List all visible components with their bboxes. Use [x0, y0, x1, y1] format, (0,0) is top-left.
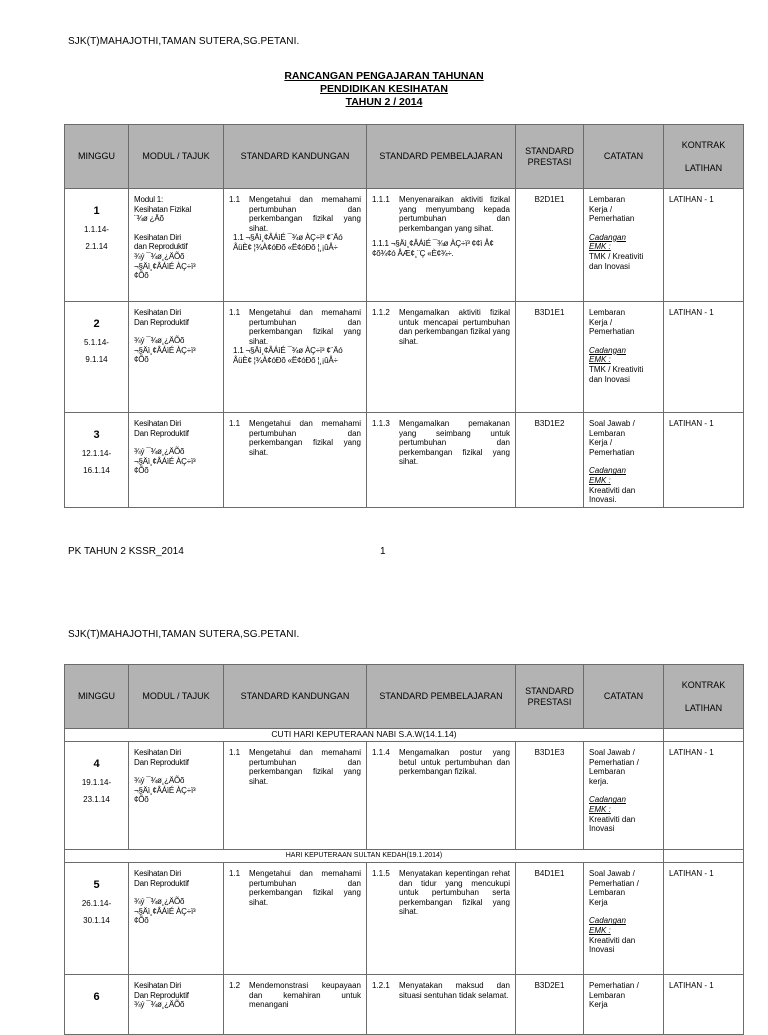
emk-value: TMK / Kreativiti: [589, 364, 644, 374]
emk-value: Kreativiti dan: [589, 814, 636, 824]
modul-line: [134, 327, 218, 336]
modul-block: [129, 742, 223, 807]
modul-line: Modul 1:: [134, 195, 164, 204]
cadangan-label: Cadangan: [589, 916, 626, 926]
catatan-gap: [589, 457, 658, 466]
pembelajaran-text: Mengamalkan aktiviti fizikal untuk mencapai pertumbuhan dan perkembangan fizikal yang sihat.: [399, 308, 510, 346]
kontrak-value: LATIHAN - 1: [669, 308, 714, 317]
catatan-cell: [584, 975, 664, 1035]
kandungan-item: [229, 869, 361, 907]
week-start-date: 26.1.14-: [81, 898, 112, 908]
kandungan-block: [224, 302, 366, 368]
catatan-line: Kerja /: [589, 204, 613, 214]
table-row: [65, 413, 744, 508]
pembelajaran-text: Menyatakan maksud dan situasi sentuhan tidak selamat.: [399, 981, 510, 1000]
holiday-band-2: [65, 850, 744, 863]
page-number: 1: [380, 546, 386, 557]
pembelajaran-cell: [367, 302, 516, 413]
week-number: 6: [93, 991, 100, 1003]
catatan-line: Lembaran: [589, 767, 626, 777]
modul-line: Dan Reproduktif: [134, 317, 189, 327]
pembelajaran-item: [372, 869, 510, 917]
prestasi-code: B3D1E2: [534, 419, 565, 428]
kontrak-value: LATIHAN - 1: [669, 869, 714, 878]
modul-cell: [129, 742, 224, 850]
week-start-date: 19.1.14-: [81, 777, 112, 787]
holiday-band-1-blank: [664, 729, 744, 742]
page-footer: PK TAHUN 2 KSSR_2014: [68, 546, 184, 557]
pembelajaran-cell: [367, 189, 516, 302]
catatan-line: Pemerhatian: [589, 214, 635, 224]
modul-line: ¾ý ¯¾ø¸¿ÄÕõ: [134, 336, 185, 346]
cadangan-label: Cadangan: [589, 466, 626, 476]
table-row: [65, 302, 744, 413]
title-line-3: TAHUN 2 / 2014: [345, 96, 423, 108]
kandungan-item: [229, 419, 361, 457]
modul-block: [129, 413, 223, 478]
week-block: [65, 189, 128, 254]
modul-line: [134, 224, 218, 233]
pembelajaran-item: [372, 308, 510, 346]
pembelajaran-code: 1.1.5: [372, 869, 390, 878]
kandungan-block: [224, 742, 366, 788]
pembelajaran-block: [367, 302, 515, 348]
pembelajaran-item: [372, 748, 510, 777]
prestasi-cell: [516, 302, 584, 413]
kontrak-value: LATIHAN - 1: [669, 195, 714, 204]
plan-table-page-1: [64, 124, 744, 508]
kandungan-cell: [224, 975, 367, 1035]
modul-line: ¢Õõ: [134, 271, 149, 281]
modul-line: [134, 888, 218, 897]
kontrak-value: LATIHAN - 1: [669, 419, 714, 428]
table-row: [65, 742, 744, 850]
modul-line: ¾ý ¯¾ø¸¿ÄÕõ: [134, 776, 185, 786]
catatan-cell: [584, 302, 664, 413]
kandungan-text: Mengetahui dan memahami pertumbuhan dan perkembangan fizikal yang sihat.: [249, 195, 361, 233]
kandungan-item: [229, 981, 361, 1010]
kandungan-cell: [224, 189, 367, 302]
pembelajaran-text: Mengamalkan pemakanan yang seimbang untuk pertumbuhan dan perkembangan fizikal yang sihat.: [399, 419, 510, 467]
kandungan-block: [224, 413, 366, 459]
pembelajaran-code: 1.1.2: [372, 308, 390, 317]
modul-line: ¬§Äì¸¢ÂÁìÉ ÀÇ÷ï³: [134, 456, 196, 466]
header-modul: MODUL / TAJUK: [129, 125, 224, 189]
modul-block: [129, 302, 223, 367]
catatan-line: Lembaran: [589, 195, 626, 204]
catatan-cell: [584, 413, 664, 508]
week-number: 3: [93, 429, 100, 441]
pembelajaran-block: [367, 189, 515, 261]
prestasi-cell: [516, 189, 584, 302]
header-prestasi: STANDARD PRESTASI: [516, 125, 584, 189]
week-cell: [65, 863, 129, 975]
pembelajaran-block: [367, 975, 515, 1002]
week-end-date: 30.1.14: [83, 916, 110, 926]
pembelajaran-text: Menyenaraikan aktiviti fizikal yang menyumbang kepada pertumbuhan dan perkembangan yang sihat.: [399, 195, 510, 233]
week-number: 2: [93, 318, 100, 330]
emk-value: dan Inovasi: [589, 374, 630, 384]
catatan-line: Pemerhatian: [589, 447, 635, 457]
catatan-block: [584, 413, 663, 507]
pembelajaran-cell: [367, 742, 516, 850]
kandungan-block: [224, 189, 366, 255]
kandungan-code: 1.1: [229, 748, 241, 757]
modul-line: ¬§Äì¸¢ÂÁìÉ ÀÇ÷ï³: [134, 261, 196, 271]
pembelajaran-item: [372, 981, 510, 1000]
modul-line: Kesihatan Diri: [134, 308, 182, 317]
catatan-line: Pemerhatian /: [589, 878, 639, 888]
cadangan-label: Cadangan: [589, 232, 626, 242]
emk-value: Kreativiti dan: [589, 935, 636, 945]
catatan-line: Kerja /: [589, 317, 613, 327]
kandungan-text: Mengetahui dan memahami pertumbuhan dan perkembangan fizikal yang sihat.: [249, 308, 361, 346]
kandungan-code: 1.2: [229, 981, 241, 990]
table-row: [65, 975, 744, 1035]
kandungan-text: Mendemonstrasi keupayaan dan kemahiran untuk menangani: [249, 981, 361, 1010]
kandungan-extra: 1.1 ¬§Äì¸¢ÂÁìÉ ¯¾ø ÀÇ÷ï³ ¢¨Äó ÅüÈ¢ ¦¾À¢óÐõ «Ë¢óÐõ ¦¸¡ûÅ÷: [233, 346, 343, 365]
modul-line: Dan Reproduktif: [134, 878, 189, 888]
kontrak-cell: [664, 189, 744, 302]
modul-line: ¢Õõ: [134, 466, 149, 476]
prestasi-code: B3D1E3: [534, 748, 565, 757]
pembelajaran-code: 1.1.1: [372, 195, 390, 204]
header-latihan-label: LATIHAN: [684, 162, 723, 173]
kontrak-value: LATIHAN - 1: [669, 748, 714, 757]
header-catatan: CATATAN: [584, 125, 664, 189]
catatan-gap: [589, 786, 658, 795]
kandungan-code: 1.1: [229, 195, 241, 204]
kandungan-cell: [224, 742, 367, 850]
kandungan-extra: 1.1 ¬§Äì¸¢ÂÁìÉ ¯¾ø ÀÇ÷ï³ ¢¨Äó ÅüÈ¢ ¦¾À¢óÐõ «Ë¢óÐõ ¦¸¡ûÅ÷: [233, 233, 343, 252]
prestasi-cell: [516, 863, 584, 975]
emk-label: EMK :: [589, 242, 611, 252]
modul-line: ¾ý ¯¾ø¸¿ÄÕõ: [134, 897, 185, 907]
header-kontrak: [664, 125, 744, 189]
modul-line: Kesihatan Diri: [134, 232, 182, 242]
emk-value: Inovasi: [589, 945, 615, 955]
header-kontrak-label: KONTRAK: [681, 139, 726, 150]
pembelajaran-item: [372, 419, 510, 467]
modul-line: ¢Õõ: [134, 795, 149, 805]
week-number: 4: [93, 758, 100, 770]
week-cell: [65, 189, 129, 302]
emk-value: TMK / Kreativiti: [589, 251, 644, 261]
modul-block: [129, 975, 223, 1012]
emk-value: Inovasi: [589, 824, 615, 834]
kontrak-cell: [664, 975, 744, 1035]
kontrak-cell: [664, 742, 744, 850]
catatan-line: Pemerhatian /: [589, 981, 639, 990]
catatan-gap: [589, 224, 658, 233]
week-block: [65, 742, 128, 807]
week-block: [65, 975, 128, 1013]
kandungan-block: [224, 863, 366, 909]
emk-value: Inovasi.: [589, 495, 617, 505]
emk-label: EMK :: [589, 475, 611, 485]
pembelajaran-block: [367, 413, 515, 469]
week-end-date: 2.1.14: [85, 242, 108, 252]
modul-line: ¬§Äì¸¢ÂÁìÉ ÀÇ÷ï³: [134, 906, 196, 916]
kandungan-code: 1.1: [229, 419, 241, 428]
pembelajaran-cell: [367, 413, 516, 508]
holiday-band-2-text: HARI KEPUTERAAN SULTAN KEDAH(19.1.2014): [65, 850, 664, 863]
kandungan-cell: [224, 302, 367, 413]
kontrak-cell: [664, 302, 744, 413]
modul-cell: [129, 189, 224, 302]
week-block: [65, 413, 128, 478]
prestasi-code: B2D1E1: [534, 195, 565, 204]
pembelajaran-text: Mengamalkan postur yang betul untuk pertumbuhan dan perkembangan fizikal.: [399, 748, 510, 777]
kandungan-cell: [224, 863, 367, 975]
pembelajaran-item: [372, 195, 510, 233]
kandungan-item: [229, 748, 361, 786]
week-cell: [65, 302, 129, 413]
cadangan-label: Cadangan: [589, 795, 626, 805]
prestasi-code: B3D2E1: [534, 981, 565, 990]
header-kontrak: [664, 665, 744, 729]
pembelajaran-text: Menyatakan kepentingan rehat dan tidur yang mencukupi untuk pertumbuhan serta perkembangan fizikal yang sihat.: [399, 869, 510, 917]
modul-block: [129, 189, 223, 283]
modul-cell: [129, 413, 224, 508]
pembelajaran-extra: 1.1.1 ¬§Äì¸¢ÂÁìÉ ¯¾ø ÀÇ÷ï³ ¢¢ì Å¢¢õ¾¢ó ÅÆ¢¸¨Ç «È¢¾÷.: [372, 239, 494, 258]
week-cell: [65, 975, 129, 1035]
modul-line: ¨¾ø ¿Äõ: [134, 214, 164, 224]
modul-line: [134, 438, 218, 447]
week-start-date: 1.1.14-: [84, 224, 109, 234]
modul-line: [134, 767, 218, 776]
week-end-date: 9.1.14: [85, 355, 108, 365]
catatan-cell: [584, 742, 664, 850]
header-modul: MODUL / TAJUK: [129, 665, 224, 729]
catatan-gap: [589, 337, 658, 346]
modul-line: Dan Reproduktif: [134, 990, 189, 1000]
week-block: [65, 863, 128, 928]
modul-line: ¾ý ¯¾ø¸¿ÄÕõ: [134, 251, 185, 261]
catatan-block: [584, 302, 663, 386]
modul-line: ¬§Äì¸¢ÂÁìÉ ÀÇ÷ï³: [134, 345, 196, 355]
emk-label: EMK :: [589, 355, 611, 365]
pembelajaran-cell: [367, 975, 516, 1035]
prestasi-cell: [516, 742, 584, 850]
prestasi-cell: [516, 975, 584, 1035]
emk-value: dan Inovasi: [589, 261, 630, 271]
kandungan-text: Mengetahui dan memahami pertumbuhan dan perkembangan fizikal yang sihat.: [249, 869, 361, 907]
modul-line: ¾ý ¯¾ø¸¿ÄÕõ: [134, 447, 185, 457]
catatan-cell: [584, 189, 664, 302]
emk-label: EMK :: [589, 804, 611, 814]
catatan-line: Pemerhatian /: [589, 757, 639, 767]
header-minggu: MINGGU: [65, 125, 129, 189]
catatan-line: Lembaran: [589, 990, 626, 1000]
week-number: 1: [93, 205, 100, 217]
catatan-line: Kerja: [589, 1000, 608, 1010]
header-minggu: MINGGU: [65, 665, 129, 729]
emk-value: Kreativiti dan: [589, 485, 636, 495]
modul-line: ¢Õõ: [134, 916, 149, 926]
modul-line: ¢Õõ: [134, 355, 149, 365]
kandungan-item: [229, 195, 361, 233]
pembelajaran-block: [367, 742, 515, 779]
emk-label: EMK :: [589, 925, 611, 935]
plan-table-page-2: [64, 664, 744, 1035]
catatan-cell: [584, 863, 664, 975]
header-kandungan: STANDARD KANDUNGAN: [224, 665, 367, 729]
title-line-1: RANCANGAN PENGAJARAN TAHUNAN: [284, 70, 484, 82]
week-start-date: 12.1.14-: [81, 448, 112, 458]
header-prestasi: STANDARD PRESTASI: [516, 665, 584, 729]
pembelajaran-cell: [367, 863, 516, 975]
kandungan-text: Mengetahui dan memahami pertumbuhan dan perkembangan fizikal yang sihat.: [249, 748, 361, 786]
catatan-block: [584, 863, 663, 957]
week-cell: [65, 742, 129, 850]
modul-cell: [129, 302, 224, 413]
catatan-line: Lembaran: [589, 428, 626, 438]
modul-line: ¾ý ¯¾ø¸¿ÄÕõ: [134, 1000, 185, 1010]
table-row: [65, 189, 744, 302]
kandungan-block: [224, 975, 366, 1012]
modul-line: Kesihatan Diri: [134, 981, 182, 990]
kontrak-cell: [664, 863, 744, 975]
modul-line: Kesihatan Diri: [134, 419, 182, 428]
modul-line: dan Reproduktif: [134, 242, 188, 252]
header-catatan: CATATAN: [584, 665, 664, 729]
header-pembelajaran: STANDARD PEMBELAJARAN: [367, 665, 516, 729]
holiday-band-1-text: CUTI HARI KEPUTERAAN NABI S.A.W(14.1.14): [65, 729, 664, 742]
kontrak-cell: [664, 413, 744, 508]
table-header-row: [65, 125, 744, 189]
modul-cell: [129, 863, 224, 975]
prestasi-code: B3D1E1: [534, 308, 565, 317]
modul-line: ¬§Äì¸¢ÂÁìÉ ÀÇ÷ï³: [134, 785, 196, 795]
catatan-line: Soal Jawab /: [589, 869, 635, 878]
catatan-block: [584, 975, 663, 1012]
catatan-line: Lembaran: [589, 308, 626, 317]
header-kandungan: STANDARD KANDUNGAN: [224, 125, 367, 189]
week-end-date: 16.1.14: [83, 466, 110, 476]
header-latihan-label: LATIHAN: [684, 702, 723, 713]
pembelajaran-code: 1.2.1: [372, 981, 390, 990]
modul-line: Dan Reproduktif: [134, 428, 189, 438]
kandungan-cell: [224, 413, 367, 508]
kandungan-code: 1.1: [229, 869, 241, 878]
pembelajaran-block: [367, 863, 515, 919]
table-header-row-page-2: [65, 665, 744, 729]
modul-block: [129, 863, 223, 928]
pembelajaran-code: 1.1.4: [372, 748, 390, 757]
week-block: [65, 302, 128, 367]
pembelajaran-code: 1.1.3: [372, 419, 390, 428]
prestasi-cell: [516, 413, 584, 508]
week-start-date: 5.1.14-: [84, 337, 109, 347]
catatan-line: Kerja: [589, 897, 608, 907]
catatan-line: Lembaran: [589, 888, 626, 898]
catatan-line: Kerja /: [589, 438, 613, 448]
catatan-block: [584, 742, 663, 836]
header-pembelajaran: STANDARD PEMBELAJARAN: [367, 125, 516, 189]
week-number: 5: [93, 879, 100, 891]
school-name-page-2: SJK(T)MAHAJOTHI,TAMAN SUTERA,SG.PETANI.: [68, 629, 300, 640]
kontrak-value: LATIHAN - 1: [669, 981, 714, 990]
school-name: SJK(T)MAHAJOTHI,TAMAN SUTERA,SG.PETANI.: [68, 36, 300, 47]
catatan-line: Soal Jawab /: [589, 748, 635, 757]
catatan-line: kerja.: [589, 776, 609, 786]
header-kontrak-label: KONTRAK: [681, 679, 726, 690]
holiday-band-2-blank: [664, 850, 744, 863]
modul-cell: [129, 975, 224, 1035]
modul-line: Kesihatan Fizikal: [134, 204, 192, 214]
modul-line: Kesihatan Diri: [134, 869, 182, 878]
catatan-line: Soal Jawab /: [589, 419, 635, 428]
modul-line: Kesihatan Diri: [134, 748, 182, 757]
week-cell: [65, 413, 129, 508]
prestasi-code: B4D1E1: [534, 869, 565, 878]
title-line-2: PENDIDIKAN KESIHATAN: [320, 83, 448, 95]
kandungan-item: [229, 308, 361, 346]
modul-line: Dan Reproduktif: [134, 757, 189, 767]
catatan-line: Pemerhatian: [589, 327, 635, 337]
cadangan-label: Cadangan: [589, 345, 626, 355]
catatan-block: [584, 189, 663, 273]
catatan-gap: [589, 907, 658, 916]
document-title: [0, 70, 768, 109]
kandungan-code: 1.1: [229, 308, 241, 317]
week-end-date: 23.1.14: [83, 795, 110, 805]
table-row: [65, 863, 744, 975]
kandungan-text: Mengetahui dan memahami pertumbuhan dan perkembangan fizikal yang sihat.: [249, 419, 361, 457]
holiday-band-1: [65, 729, 744, 742]
